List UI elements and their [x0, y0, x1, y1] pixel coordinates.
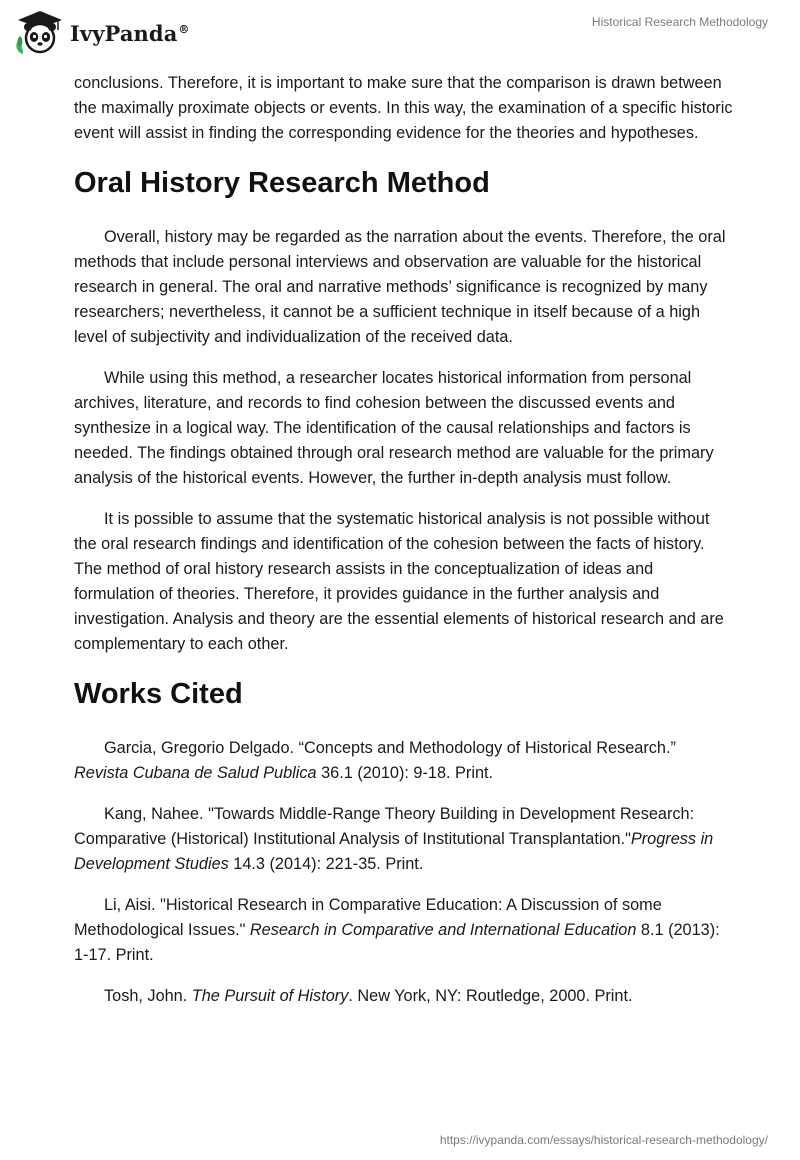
- page-header: [0, 0, 800, 60]
- essay-content: [74, 71, 734, 1009]
- citation-li: Li, Aisi. "Historical Research in Comparative Education: A Discussion of some Methodological Issues." Research in Comparative and International Education 8.1 (2013): 1-17. Print.: [74, 896, 720, 964]
- paragraph: Overall, history may be regarded as the narration about the events. Therefore, the oral methods that include personal interviews and observation are valuable for the historical research in general. The oral and narrative methods’ significance is recognized by many researchers; nevertheless, it cannot be a sufficient technique in itself because of a high level of subjectivity and individualization of the received data.: [74, 228, 726, 346]
- brand-name: IvyPanda®: [70, 20, 190, 46]
- citation-tosh: Tosh, John. The Pursuit of History. New York, NY: Routledge, 2000. Print.: [104, 987, 633, 1005]
- heading-oral-history: Oral History Research Method: [74, 167, 490, 199]
- citation-garcia: Garcia, Gregorio Delgado. “Concepts and Methodology of Historical Research.” Revista Cubana de Salud Publica 36.1 (2010): 9-18. Print.: [74, 739, 676, 782]
- paragraph: It is possible to assume that the systematic historical analysis is not possible without the oral research findings and identification of the cohesion between the facts of history. The method of oral history research assists in the conceptualization of ideas and formulation of theories. Therefore, it provides guidance in the further analysis and investigation. Analysis and theory are the essential elements of historical research and are complementary to each other.: [74, 510, 724, 653]
- paragraph: While using this method, a researcher locates historical information from personal archives, literature, and records to find cohesion between the discussed events and synthesize in a logical way. The identification of the causal relationships and factors is needed. The findings obtained through oral research method are valuable for the primary analysis of the historical events. However, the further in-depth analysis must follow.: [74, 369, 714, 487]
- intro-paragraph: conclusions. Therefore, it is important to make sure that the comparison is drawn between the maximally proximate objects or events. In this way, the examination of a specific historic event will assist in finding the corresponding evidence for the theories and hypotheses.: [74, 74, 733, 142]
- heading-works-cited: Works Cited: [74, 678, 243, 710]
- document-title: Historical Research Methodology: [591, 15, 768, 29]
- source-url-link[interactable]: https://ivypanda.com/essays/historical-research-methodology/: [439, 1133, 768, 1147]
- citation-kang: Kang, Nahee. "Towards Middle-Range Theory Building in Development Research: Comparative (Historical) Institutional Analysis of Institutional Transplantation."Progress in Development Studies 14.3 (2014): 221-35. Print.: [74, 805, 714, 873]
- panda-logo-icon: [14, 8, 66, 56]
- ivypanda-logo[interactable]: [14, 8, 190, 56]
